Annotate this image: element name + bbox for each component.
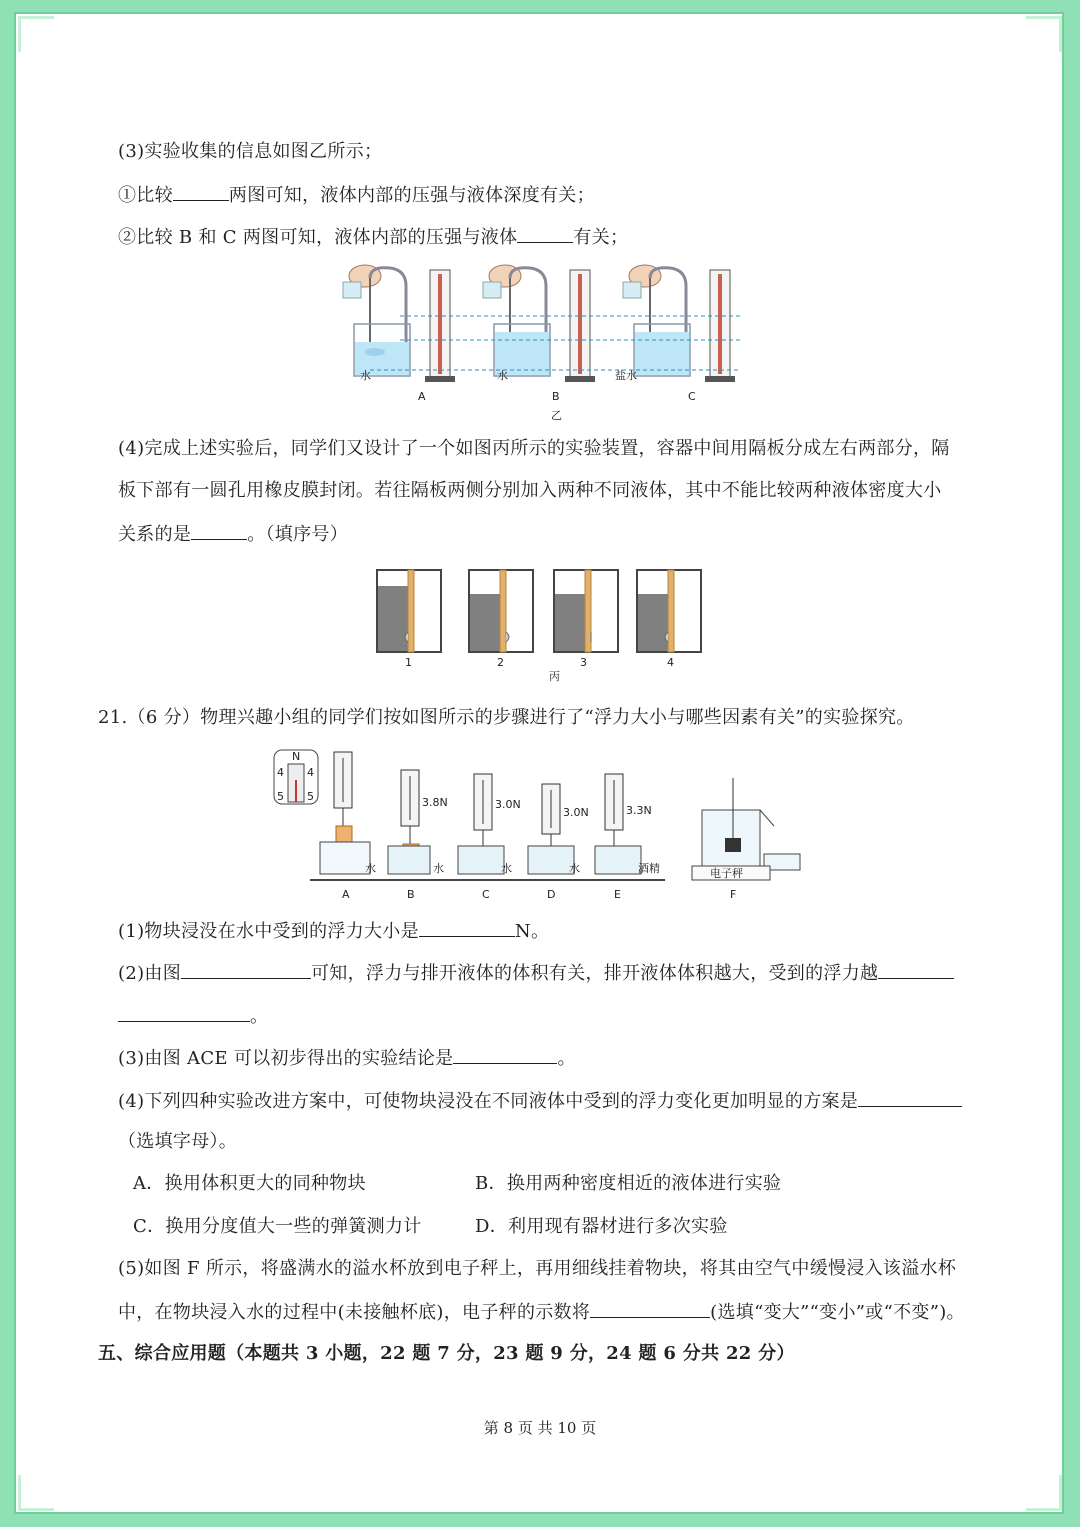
option-d: D．利用现有器材进行多次实验	[475, 1216, 728, 1237]
scale-label: 电子秤	[710, 867, 743, 880]
q20-part3-item1	[118, 182, 595, 208]
q21-sub5-text2: (选填“变大”“变小”或“不变”)。	[710, 1302, 965, 1323]
q21-sub4-text: (4)下列四种实验改进方案中，可使物块浸没在不同液体中受到的浮力变化更加明显的方案是	[118, 1091, 859, 1112]
answer-blank[interactable]	[191, 521, 247, 540]
q20-part4-text2: 。（填序号）	[247, 524, 349, 545]
q21-sub4	[118, 1088, 962, 1114]
figure-bing	[370, 566, 710, 686]
pressure-setup-b	[483, 265, 595, 382]
scale-unit: N	[292, 750, 301, 763]
figure-label-b: B	[407, 888, 415, 901]
figure-label-3: 3	[580, 656, 587, 669]
container-1	[377, 570, 441, 652]
q21-sub1-text: (1)物块浸没在水中受到的浮力大小是	[118, 921, 419, 942]
beaker	[528, 846, 574, 874]
q21-sub4-cont: （选填字母）。	[118, 1131, 238, 1152]
container-4	[637, 570, 701, 652]
answer-blank[interactable]	[173, 182, 229, 201]
q20-part4-line3	[118, 521, 348, 547]
page-number: 第 8 页 共 10 页	[483, 1419, 597, 1437]
corner-ornament	[18, 1475, 54, 1511]
answer-blank[interactable]	[118, 1003, 250, 1022]
figure-label-f: F	[730, 888, 737, 901]
q21-sub2-text: (2)由图	[118, 963, 181, 984]
reading-e: 3.3N	[626, 804, 652, 817]
answer-blank[interactable]	[590, 1299, 710, 1318]
figure-label-c: C	[688, 390, 696, 403]
q21-sub5-line1: (5)如图 F 所示，将盛满水的溢水杯放到电子秤上，再用细线挂着物块，将其由空气中缓慢浸入该溢水杯	[118, 1258, 957, 1279]
figure-label-c: C	[482, 888, 490, 901]
beaker	[320, 842, 370, 874]
q21-sub5-text: 中，在物块浸入水的过程中(未接触杯底)，电子秤的示数将	[118, 1302, 591, 1323]
q20-part4-line2: 板下部有一圆孔用橡皮膜封闭。若往隔板两侧分别加入两种不同液体，其中不能比较两种液体密度大小	[118, 480, 942, 501]
reading-c: 3.0N	[495, 798, 521, 811]
figure-label-2: 2	[497, 656, 504, 669]
figure-label-a: A	[342, 888, 350, 901]
corner-ornament	[18, 16, 54, 52]
q21-sub2-cont	[118, 1003, 268, 1029]
option-c: C．换用分度值大一些的弹簧测力计	[133, 1216, 422, 1237]
q21-sub3-text2: 。	[557, 1048, 576, 1069]
spring-scale-a	[334, 752, 352, 842]
pressure-setup-c	[623, 265, 735, 382]
pressure-setup-a	[343, 265, 455, 382]
answer-blank[interactable]	[181, 960, 311, 979]
q20-part3-item2-text: ②比较 B 和 C 两图可知，液体内部的压强与液体	[118, 227, 518, 248]
q21-sub2	[118, 960, 954, 986]
figure-caption: 丙	[549, 670, 560, 683]
liquid-label-c: 盐水	[615, 369, 637, 382]
liquid-label-a: 水	[360, 369, 371, 382]
liquid-label-b: 水	[497, 369, 508, 382]
option-a: A．换用体积更大的同种物块	[133, 1173, 366, 1194]
answer-blank[interactable]	[419, 918, 515, 937]
figure-label-b: B	[552, 390, 560, 403]
section-heading: 五、综合应用题（本题共 3 小题，22 题 7 分，23 题 9 分，24 题 6 分共 22 分）	[98, 1343, 795, 1364]
beaker	[388, 846, 430, 874]
q20-part3-item2	[118, 224, 628, 250]
q21-sub1-text2: N。	[514, 921, 550, 942]
liquid-label: 水	[365, 862, 376, 875]
answer-blank[interactable]	[858, 1088, 962, 1107]
q20-part3-item1-text: ①比较	[118, 185, 173, 206]
q21-sub2-text2: 可知，浮力与排开液体的体积有关，排开液体体积越大，受到的浮力越	[311, 963, 879, 984]
figure-yi	[340, 262, 760, 424]
q20-part3-item1-text2: 两图可知，液体内部的压强与液体深度有关；	[228, 185, 595, 206]
figure-label-e: E	[614, 888, 621, 901]
scale-tick: 5	[277, 790, 284, 803]
q20-part3-item2-text2: 有关；	[573, 227, 629, 248]
answer-blank[interactable]	[453, 1045, 557, 1064]
liquid-label: 水	[501, 862, 512, 875]
container-3	[554, 570, 618, 652]
liquid-label: 水	[433, 862, 444, 875]
reading-d: 3.0N	[563, 806, 589, 819]
scale-tick: 4	[307, 766, 314, 779]
liquid-label: 水	[569, 862, 580, 875]
figure-caption: 乙	[551, 409, 562, 422]
q21-sub2-text3: 。	[250, 1006, 269, 1027]
scale-tick: 5	[307, 790, 314, 803]
figure-label-1: 1	[405, 656, 412, 669]
option-b: B．换用两种密度相近的液体进行实验	[475, 1173, 782, 1194]
q21-sub1	[118, 918, 549, 944]
answer-blank[interactable]	[517, 224, 573, 243]
beaker	[595, 846, 641, 874]
reading-b: 3.8N	[422, 796, 448, 809]
figure-label-d: D	[547, 888, 556, 901]
scale-tick: 4	[277, 766, 284, 779]
q20-part3: (3)实验收集的信息如图乙所示；	[118, 141, 383, 162]
liquid-label: 酒精	[638, 862, 660, 875]
q21-sub3-text: (3)由图 ACE 可以初步得出的实验结论是	[118, 1048, 454, 1069]
figure-label-a: A	[418, 390, 426, 403]
container-2	[469, 570, 533, 652]
q21-title: 21.（6 分）物理兴趣小组的同学们按如图所示的步骤进行了“浮力大小与哪些因素有关”的实验探究。	[98, 707, 915, 728]
q20-part4-line1: (4)完成上述实验后，同学们又设计了一个如图丙所示的实验装置，容器中间用隔板分成左右两部分，隔	[118, 438, 950, 459]
overflow-cup-setup	[692, 778, 800, 880]
q21-sub5-line2	[118, 1299, 965, 1325]
q20-part4-text: 关系的是	[118, 524, 192, 545]
figure-buoyancy	[270, 746, 810, 906]
corner-ornament	[1026, 1475, 1062, 1511]
figure-label-4: 4	[667, 656, 674, 669]
corner-ornament	[1026, 16, 1062, 52]
q21-sub3	[118, 1045, 576, 1071]
answer-blank[interactable]	[878, 960, 954, 979]
beaker	[458, 846, 504, 874]
